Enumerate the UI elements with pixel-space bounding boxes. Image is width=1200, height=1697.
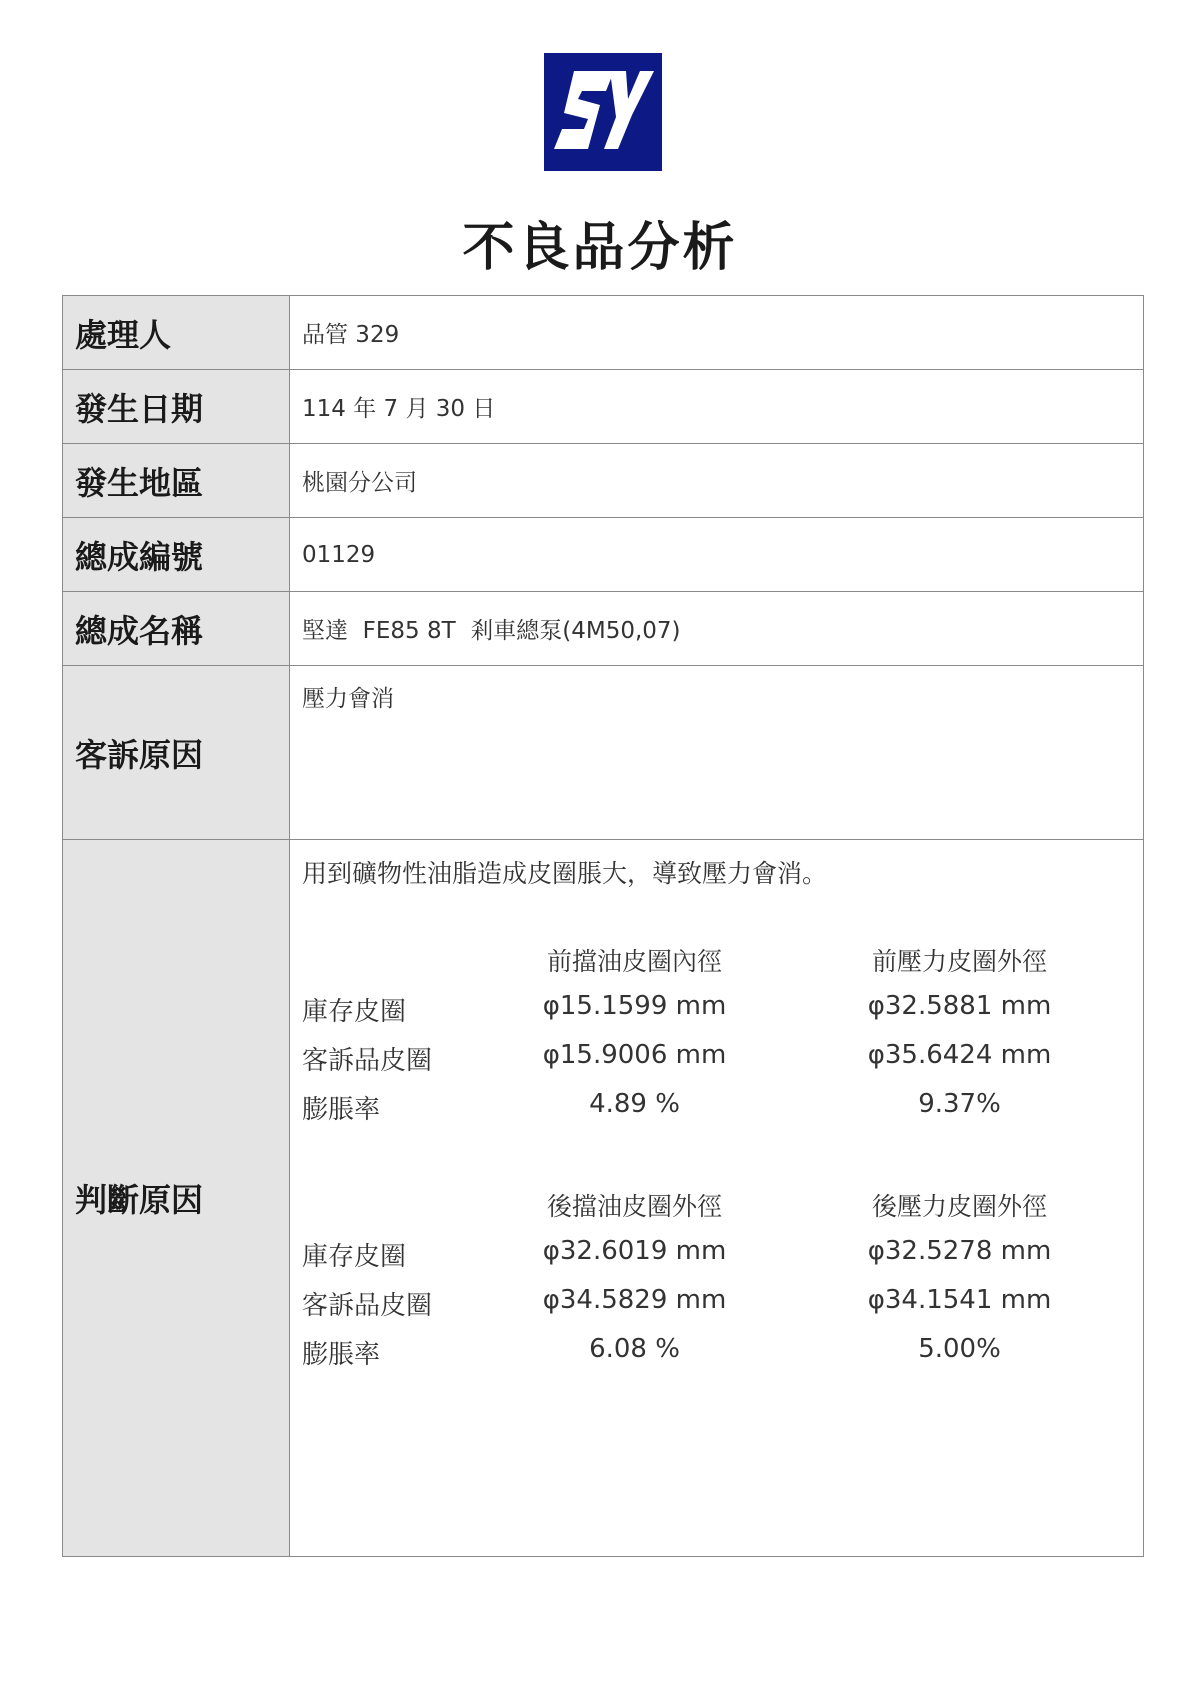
field-label: 總成編號 xyxy=(63,518,290,592)
judgement-cell xyxy=(290,840,1144,1557)
measurement-value: φ34.5829 mm xyxy=(542,1285,727,1315)
row-label: 客訴品皮圈 xyxy=(302,1046,433,1076)
form-row-handler xyxy=(63,296,1144,370)
form-row-judgement xyxy=(63,840,1144,1557)
measurement-value: φ32.6019 mm xyxy=(542,1236,727,1266)
measurement-value: φ35.6424 mm xyxy=(867,1040,1052,1070)
assembly-name-value: 堅達 FE85 8T 剎車總泵(4M50,07) xyxy=(290,592,1144,666)
page-title: 不良品分析 xyxy=(462,218,738,278)
field-label: 總成名稱 xyxy=(63,592,290,666)
row-label: 庫存皮圈 xyxy=(302,1242,407,1272)
measurement-value: 4.89 % xyxy=(589,1089,680,1119)
field-label: 處理人 xyxy=(63,296,290,370)
column-header: 後擋油皮圈外徑 xyxy=(546,1192,722,1221)
row-label: 膨脹率 xyxy=(302,1095,381,1125)
measurement-value: φ15.9006 mm xyxy=(542,1040,727,1070)
measurement-value: φ32.5278 mm xyxy=(867,1236,1052,1266)
judgement-summary: 用到礦物性油脂造成皮圈脹大，導致壓力會消。 xyxy=(302,859,828,888)
row-label: 客訴品皮圈 xyxy=(302,1291,433,1321)
region-value: 桃園分公司 xyxy=(290,444,1144,518)
handler-value: 品管 329 xyxy=(290,296,1144,370)
assembly-number-value: 01129 xyxy=(290,518,1144,592)
measurement-value: 6.08 % xyxy=(589,1334,680,1364)
field-label: 發生地區 xyxy=(63,444,290,518)
field-label: 客訴原因 xyxy=(63,666,290,840)
form-row-assembly-name xyxy=(63,592,1144,666)
column-header: 前擋油皮圈內徑 xyxy=(546,947,722,976)
measurement-value: 5.00% xyxy=(918,1334,1001,1364)
company-logo xyxy=(544,53,662,171)
measurement-value: 9.37% xyxy=(918,1089,1001,1119)
date-value: 114 年 7 月 30 日 xyxy=(290,370,1144,444)
column-header: 前壓力皮圈外徑 xyxy=(871,947,1047,976)
field-label: 發生日期 xyxy=(63,370,290,444)
form-row-complaint xyxy=(63,666,1144,840)
form-row-region xyxy=(63,444,1144,518)
field-label: 判斷原因 xyxy=(63,840,290,1557)
measurement-value: φ15.1599 mm xyxy=(542,991,727,1021)
analysis-form xyxy=(62,295,1144,1557)
column-header: 後壓力皮圈外徑 xyxy=(871,1192,1047,1221)
measurement-value: φ34.1541 mm xyxy=(867,1285,1052,1315)
measurement-value: φ32.5881 mm xyxy=(867,991,1052,1021)
form-row-date xyxy=(63,370,1144,444)
sy-logo-icon xyxy=(544,53,662,171)
row-label: 庫存皮圈 xyxy=(302,997,407,1027)
complaint-reason-value: 壓力會消 xyxy=(290,666,1144,840)
form-row-assembly-number xyxy=(63,518,1144,592)
row-label: 膨脹率 xyxy=(302,1340,381,1370)
